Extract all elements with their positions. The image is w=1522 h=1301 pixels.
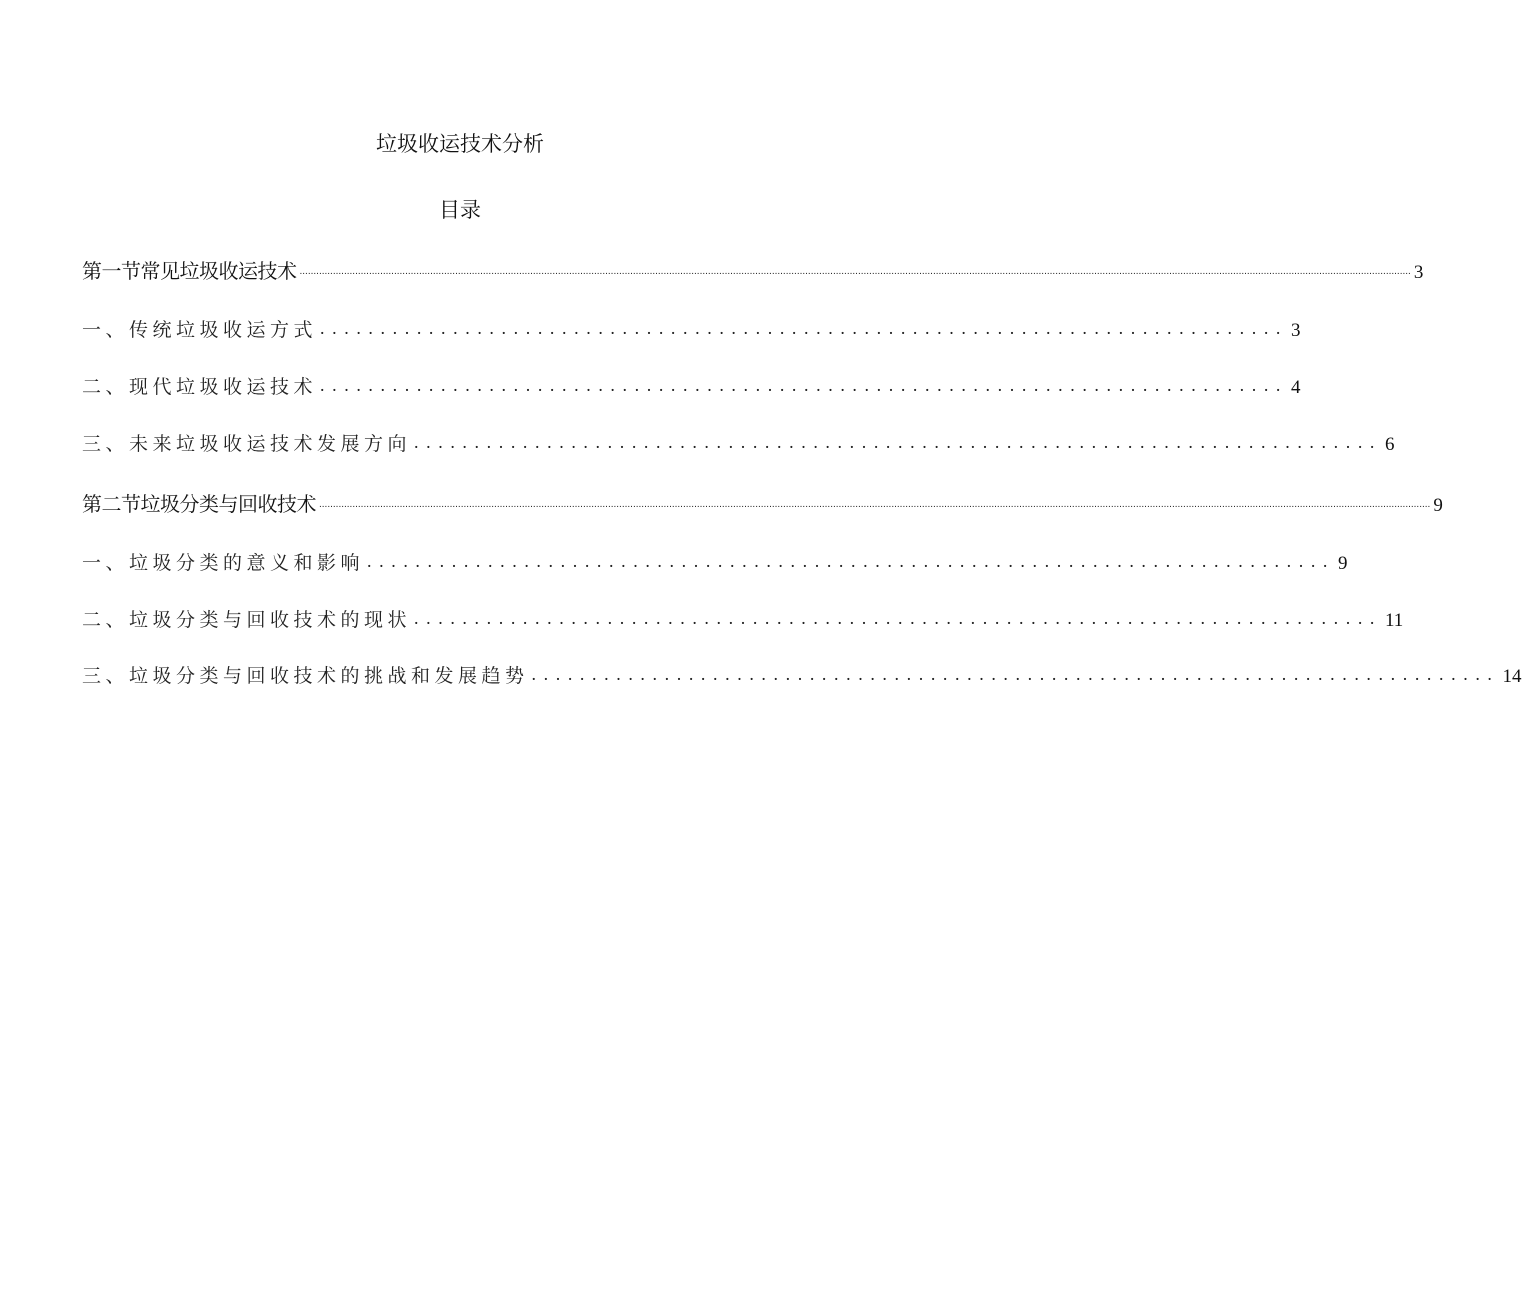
toc-entry-page: 3 (1413, 262, 1424, 283)
toc-entry[interactable] (82, 312, 1301, 342)
toc-entry-label: 第一节常见垃圾收运技术 (82, 259, 297, 283)
document-title: 垃圾收运技术分析 (376, 132, 544, 156)
toc-entry[interactable] (82, 545, 1348, 575)
toc-entry[interactable] (82, 658, 1522, 688)
toc-leader-dots: ................................................................................ (320, 375, 1289, 395)
toc-entry-page: 11 (1385, 610, 1404, 631)
toc-entry-label: 三、未来垃圾收运技术发展方向 (82, 433, 412, 455)
toc-entry-page: 9 (1338, 553, 1348, 574)
toc-leader-dots: ................................................................................ (414, 432, 1383, 452)
toc-entry[interactable] (82, 602, 1404, 632)
toc-entry-label: 一、传统垃圾收运方式 (82, 319, 318, 341)
toc-entry-page: 14 (1502, 666, 1522, 687)
toc-entry-page: 9 (1433, 495, 1443, 516)
toc-leader-dots: ................................................................................ (320, 318, 1289, 338)
toc-entry[interactable] (82, 254, 1424, 284)
toc-entry-label: 三、垃圾分类与回收技术的挑战和发展趋势 (82, 665, 529, 687)
toc-leader-dots: ................................................................................ (531, 664, 1500, 684)
toc-entry[interactable] (82, 369, 1301, 399)
toc-entry-label: 二、垃圾分类与回收技术的现状 (82, 609, 412, 631)
toc-leader-dots: ................................................................................ (367, 551, 1336, 571)
toc-entry-page: 4 (1291, 377, 1301, 398)
toc-leader-dots: ................................................................................................................................................................................................................................................................................................................................................................................................................ (319, 499, 1431, 510)
toc-entry-page: 3 (1291, 320, 1301, 341)
toc-leader-dots: ................................................................................................................................................................................................................................................................................................................................................................................................................ (299, 266, 1411, 277)
toc-entry[interactable] (82, 487, 1443, 517)
toc-heading: 目录 (439, 198, 481, 222)
toc-entry-label: 二、现代垃圾收运技术 (82, 376, 318, 398)
toc-leader-dots: ................................................................................ (414, 608, 1383, 628)
toc-entry-page: 6 (1385, 434, 1395, 455)
toc-entry-label: 第二节垃圾分类与回收技术 (82, 492, 316, 516)
toc-entry-label: 一、垃圾分类的意义和影响 (82, 552, 365, 574)
toc-entry[interactable] (82, 426, 1395, 456)
